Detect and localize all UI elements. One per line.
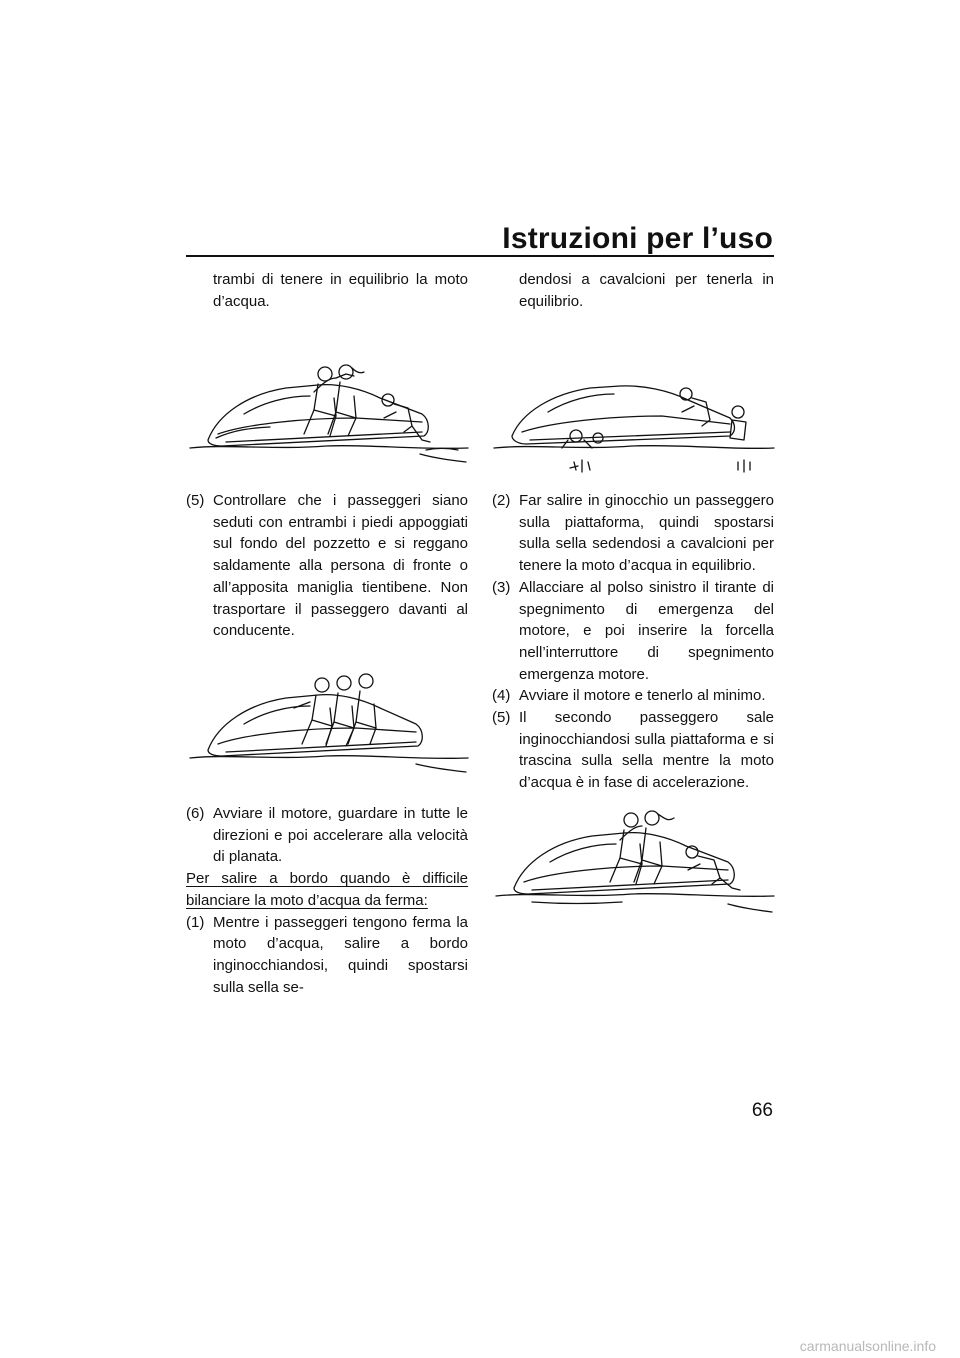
boarding-subheading: Per salire a bordo quando è difficile bilanciare la moto d’acqua da ferma: [186,870,468,909]
right-step-2-text: Far salire in ginocchio un passeggero sulla piattaforma, quindi spostarsi sulla sella sedendosi a cavalcioni per tenere la moto d’acqua in equilibrio. [519,492,774,575]
step-1-text: Mentre i passeggeri tengono ferma la moto d’acqua, salire a bordo inginocchiandosi, quindi spostarsi sulla sella se- [213,913,468,996]
right-step-3-item [492,577,774,686]
right-step-3-number: (3) [492,578,511,596]
right-step-4-item [492,685,774,707]
illustration-rider-and-boarding-passenger [186,352,471,477]
left-column-bottom [186,803,468,998]
right-intro-text: dendosi a cavalcioni per tenerla in equilibrio. [519,271,774,310]
step-1-number: (1) [186,913,205,931]
illustration-passengers-holding-craft [492,378,777,478]
right-step-4-text: Avviare il motore e tenerlo al minimo. [519,687,766,705]
page-header-title: Istruzioni per l’uso [502,222,773,255]
illustration-passenger-boarding-underway [492,800,777,925]
step-5-item [186,490,468,642]
step-6-text: Avviare il motore, guardare in tutte le direzioni e poi accelerare alla velocità di planata. [213,805,468,866]
left-intro-text: trambi di tenere in equilibrio la moto d’acqua. [213,271,468,310]
step-5-text: Controllare che i passeggeri siano seduti con entrambi i piedi appoggiati sul fondo del pozzetto e si reggano saldamente alla persona di fronte o all’apposita maniglia tientibene. Non trasportare il passeggero davanti al conducente. [213,492,468,640]
illustration-three-riders-seated [186,668,471,783]
right-step-5-number: (5) [492,709,511,727]
right-column-top [492,269,774,312]
right-column-steps [492,490,774,794]
watermark: carmanualsonline.info [799,1338,936,1354]
step-1-item [186,912,468,999]
right-step-3-text: Allacciare al polso sinistro il tirante di spegnimento di emergenza del motore, e poi inserire la forcella nell’interruttore di spegnimento emergenza motore. [519,578,774,683]
right-step-2-item [492,490,774,577]
step-6-number: (6) [186,805,205,822]
step-6-item [186,803,468,868]
right-step-5-item [492,707,774,794]
page-number: 66 [751,1100,773,1121]
right-step-4-number: (4) [492,687,511,705]
header-rule [186,255,774,257]
right-step-5-text: Il secondo passeggero sale inginocchiandosi sulla piattaforma e si trascina sulla sella mentre la moto d’acqua è in fase di accelerazione. [519,709,774,792]
step-5-number: (5) [186,492,205,509]
left-column-step5 [186,490,468,642]
left-column-top [186,269,468,312]
right-step-2-number: (2) [492,492,511,509]
